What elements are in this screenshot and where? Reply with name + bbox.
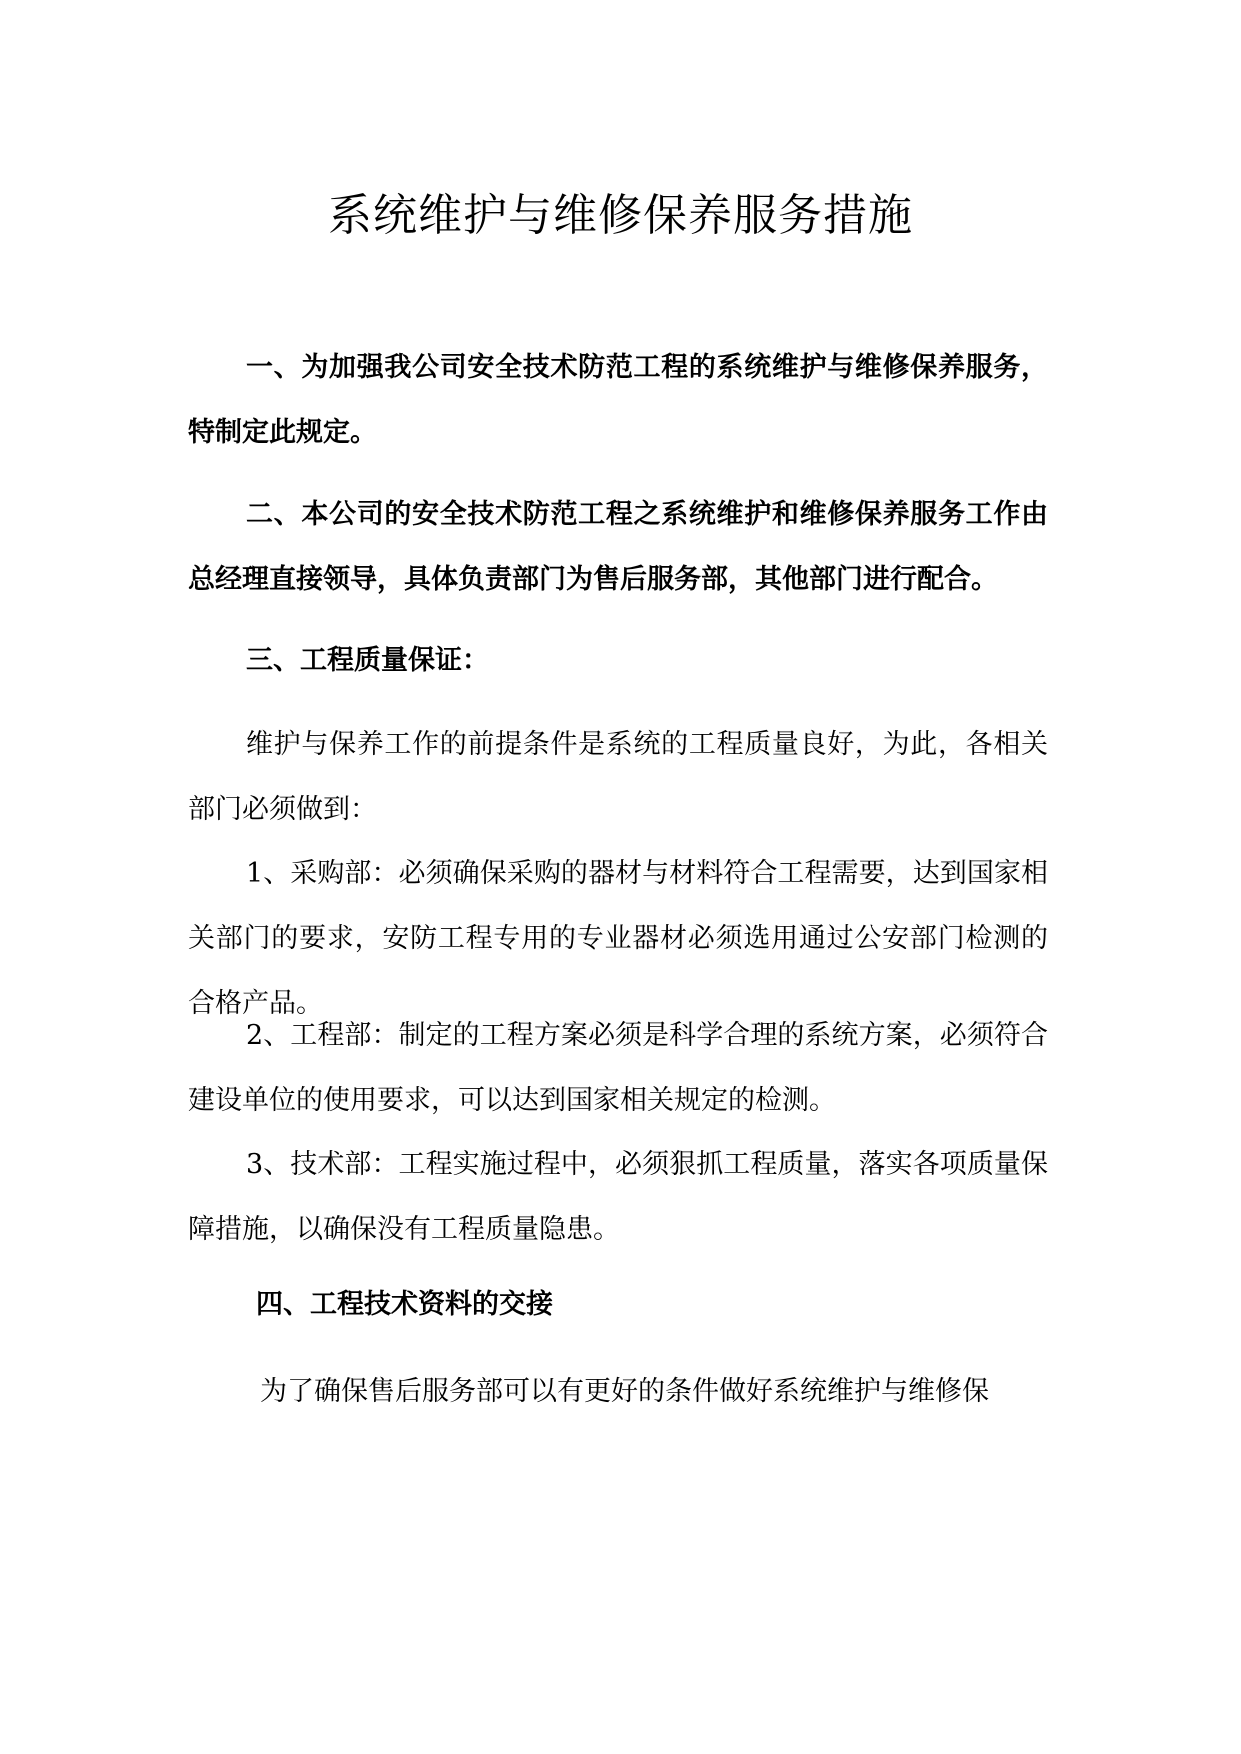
item-3-paragraph: 3、技术部：工程实施过程中，必须狠抓工程质量，落实各项质量保障措施，以确保没有工程质量隐患。 — [188, 1149, 1048, 1245]
section-4-paragraph: 为了确保售后服务部可以有更好的条件做好系统维护与维修保 — [260, 1376, 989, 1407]
section-2-paragraph: 二、本公司的安全技术防范工程之系统维护和维修保养服务工作由总经理直接领导，具体负责部门为售后服务部，其他部门进行配合。 — [188, 499, 1048, 595]
section-4-heading: 四、工程技术资料的交接 — [256, 1289, 553, 1320]
section-3-heading: 三、工程质量保证： — [246, 645, 489, 676]
section-3-intro: 维护与保养工作的前提条件是系统的工程质量良好，为此，各相关部门必须做到： — [188, 729, 1048, 825]
document-title: 系统维护与维修保养服务措施 — [328, 190, 913, 241]
item-2-paragraph: 2、工程部：制定的工程方案必须是科学合理的系统方案，必须符合建设单位的使用要求，可以达到国家相关规定的检测。 — [188, 1020, 1048, 1116]
section-1-paragraph: 一、为加强我公司安全技术防范工程的系统维护与维修保养服务，特制定此规定。 — [188, 352, 1048, 448]
item-1-paragraph: 1、采购部：必须确保采购的器材与材料符合工程需要，达到国家相关部门的要求，安防工程专用的专业器材必须选用通过公安部门检测的合格产品。 — [188, 858, 1048, 1019]
